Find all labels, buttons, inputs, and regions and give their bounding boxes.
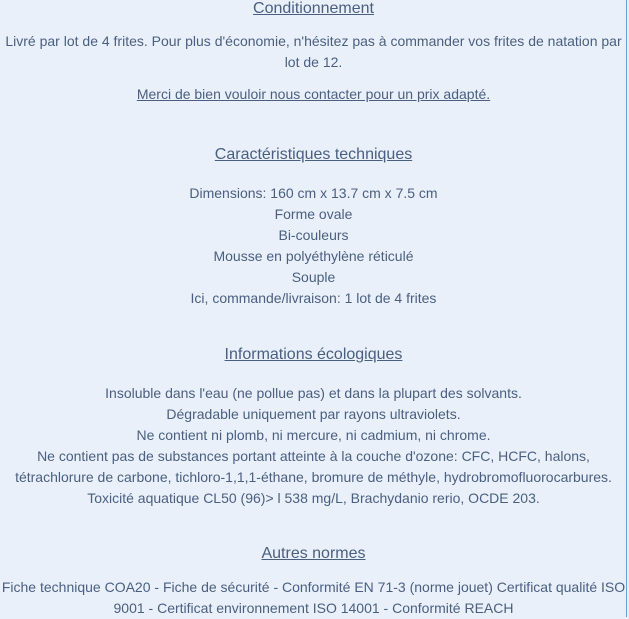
eco-item: Ne contient ni plomb, ni mercure, ni cadmium, ni chrome.	[136, 427, 491, 443]
section-title-conditionnement: Conditionnement	[253, 0, 374, 17]
eco-item: Insoluble dans l'eau (ne pollue pas) et dans la plupart des solvants.	[105, 385, 522, 401]
section-title-ecologie: Informations écologiques	[224, 346, 403, 363]
spec-matiere: Mousse en polyéthylène réticulé	[213, 248, 414, 264]
spec-forme: Forme ovale	[274, 206, 353, 222]
contact-link[interactable]: Merci de bien vouloir nous contacter pour un prix adapté.	[136, 86, 491, 102]
eco-item: Ne contient pas de substances portant atteinte à la couche d'ozone: CFC, HCFC, halons,	[37, 448, 590, 464]
spec-lot: Ici, commande/livraison: 1 lot de 4 frites	[190, 290, 437, 306]
section-title-normes: Autres normes	[261, 545, 366, 562]
spec-souplesse: Souple	[291, 269, 336, 285]
eco-item: tétrachlorure de carbone, tichloro-1,1,1-éthane, bromure de méthyle, hydrobromofluorocarbures.	[15, 469, 612, 485]
ecologie-list	[0, 383, 627, 509]
spec-couleurs: Bi-couleurs	[278, 227, 349, 243]
section-title-caracteristiques: Caractéristiques techniques	[214, 146, 413, 163]
normes-text: Fiche technique COA20 - Fiche de sécurité - Conformité EN 71-3 (norme jouet) Certificat qualité ISO 9001 - Certificat environnement ISO 14001 - Conformité REACH	[1, 579, 626, 616]
conditionnement-text: Livré par lot de 4 frites. Pour plus d'économie, n'hésitez pas à commander vos frites de natation par lot de 12.	[5, 33, 622, 70]
eco-item: Dégradable uniquement par rayons ultraviolets.	[166, 406, 461, 422]
spec-dimensions: Dimensions: 160 cm x 13.7 cm x 7.5 cm	[189, 185, 438, 201]
eco-item: Toxicité aquatique CL50 (96)> l 538 mg/L, Brachydanio rerio, OCDE 203.	[87, 490, 540, 506]
caracteristiques-list	[0, 183, 627, 309]
